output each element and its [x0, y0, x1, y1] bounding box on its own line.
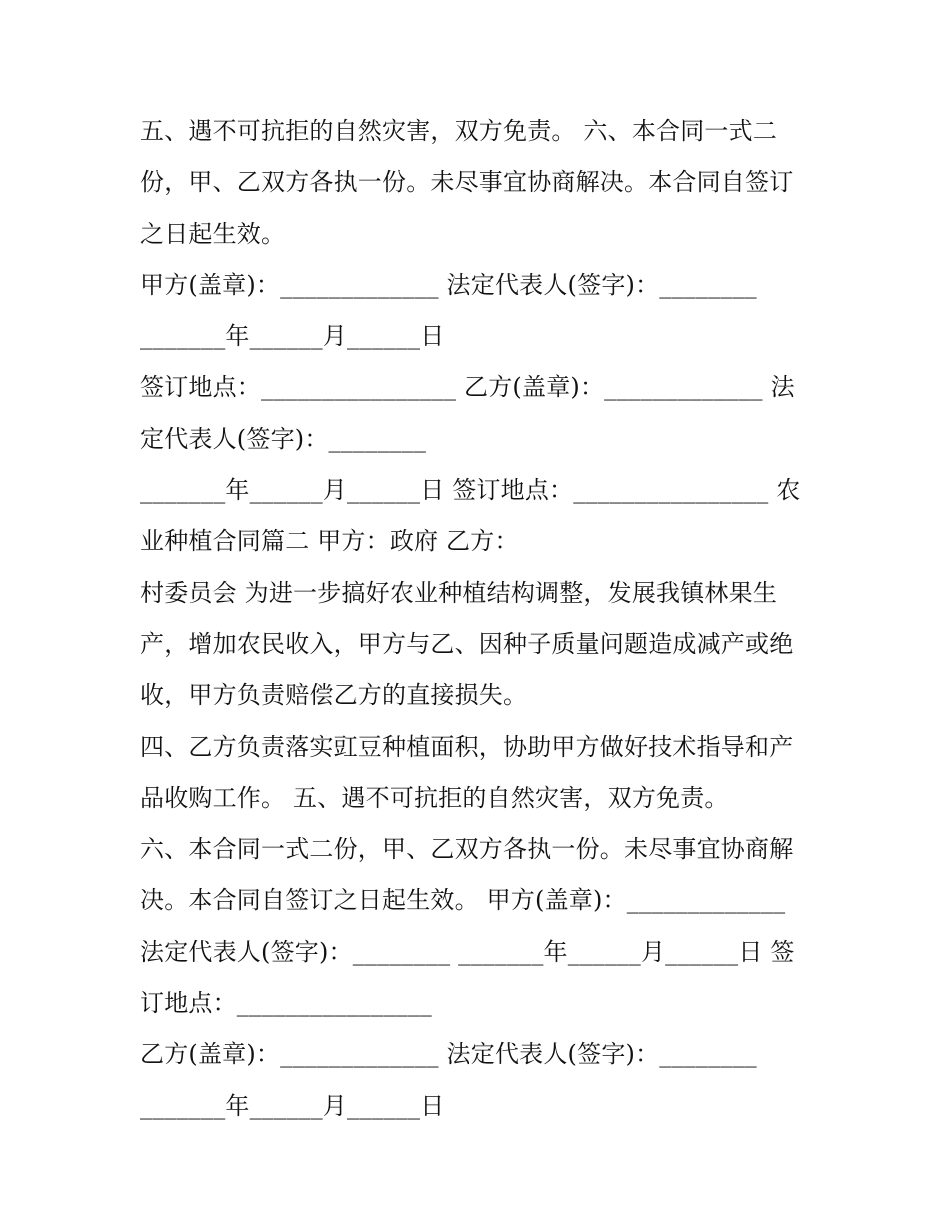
text-line: 之日起生效。: [140, 219, 286, 248]
text-line: 甲方(盖章)：_____________ 法定代表人(签字)：________: [140, 270, 757, 299]
text-line: 签订地点：________________ 乙方(盖章)：_____________ 法: [140, 373, 795, 402]
text-line: 定代表人(签字)：________: [140, 424, 427, 453]
text-line: 份，甲、乙双方各执一份。未尽事宜协商解决。本合同自签订: [140, 168, 794, 197]
text-line: 四、乙方负责落实豇豆种植面积，协助甲方做好技术指导和产: [140, 732, 794, 761]
text-line: 品收购工作。 五、遇不可抗拒的自然灾害，双方免责。: [140, 783, 729, 812]
text-line: 产，增加农民收入，甲方与乙、因种子质量问题造成减产或绝: [140, 629, 794, 658]
text-line: _______年______月______日: [140, 322, 445, 351]
text-line: 决。本合同自签订之日起生效。 甲方(盖章)：_____________: [140, 886, 786, 915]
text-line: 业种植合同篇二 甲方：政府 乙方：: [140, 527, 519, 556]
text-line: 村委员会 为进一步搞好农业种植结构调整，发展我镇林果生: [140, 578, 778, 607]
text-line: 法定代表人(签字)：________ _______年______月______日 签: [140, 937, 795, 966]
text-line: 五、遇不可抗拒的自然灾害，双方免责。 六、本合同一式二: [140, 117, 778, 145]
text-line: _______年______月______日: [140, 1091, 445, 1120]
text-line: 乙方(盖章)：_____________ 法定代表人(签字)：________: [140, 1040, 757, 1069]
text-line: 六、本合同一式二份，甲、乙双方各执一份。未尽事宜协商解: [140, 835, 794, 864]
text-line: 收，甲方负责赔偿乙方的直接损失。: [140, 681, 528, 710]
text-line: 订地点：________________: [140, 989, 432, 1018]
contract-text: [140, 106, 812, 1132]
text-line: _______年______月______日 签订地点：________________ 农: [140, 476, 801, 505]
